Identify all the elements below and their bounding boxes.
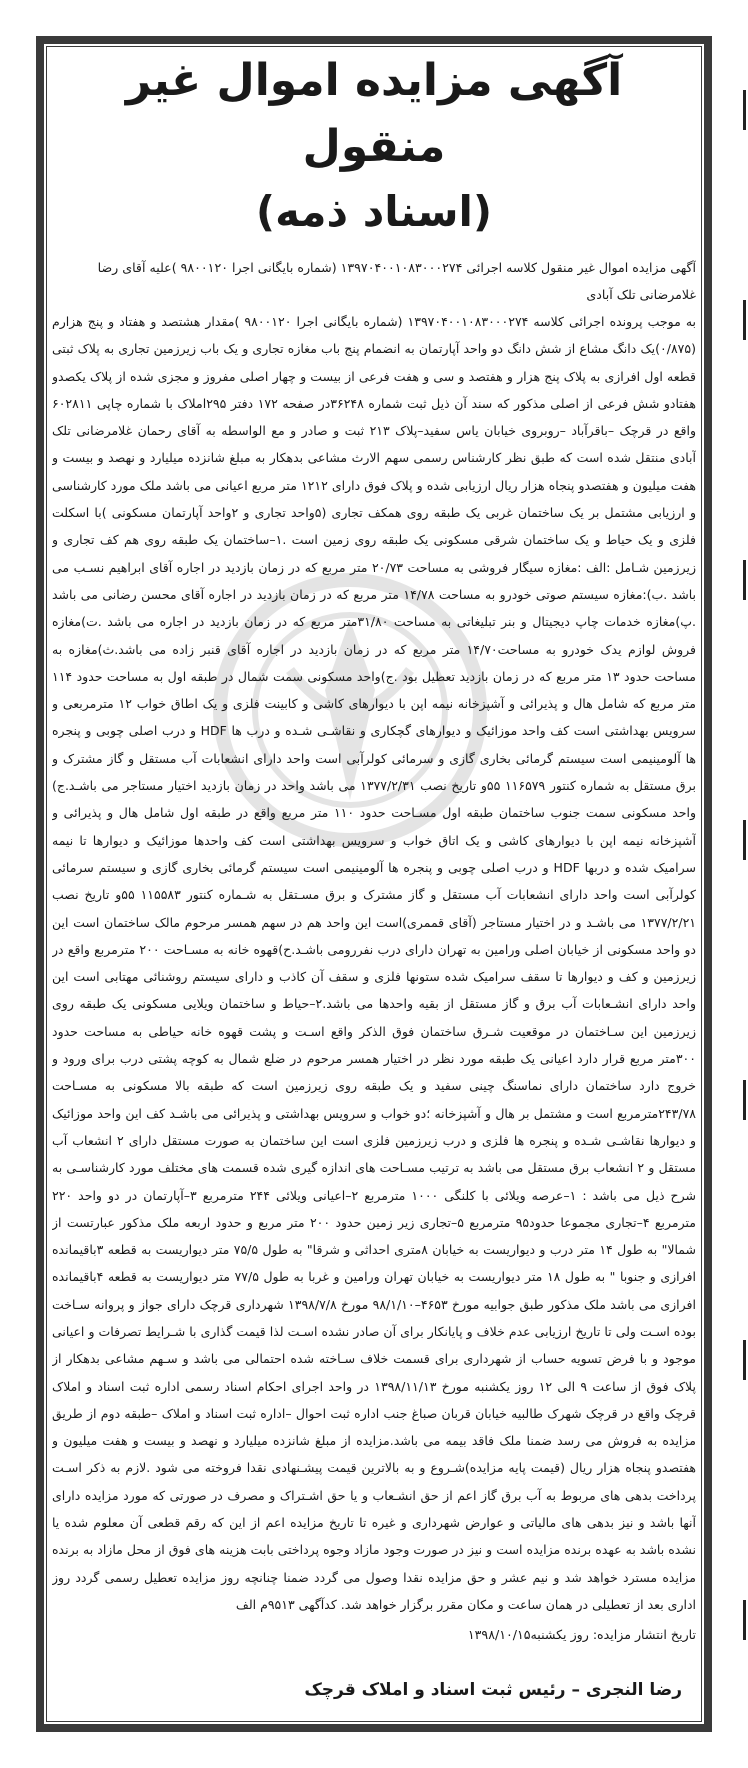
notice-content: [52, 48, 696, 1716]
edge-mark: [743, 90, 746, 130]
notice-lead: آگهی مزایده اموال غیر منقول کلاسه اجرائی ۱۳۹۷۰۴۰۰۱۰۸۳۰۰۰۲۷۴ (شماره بایگانی اجرا ۹۸۰۰۱۲۰ )علیه آقای رضا غلامرضانی تلک آبادی: [97, 260, 696, 302]
publication-date: تاریخ انتشار مزایده: روز یکشنبه۱۳۹۸/۱۰/۱۵: [467, 1627, 696, 1643]
notice-body: به موجب پرونده اجرائی کلاسه ۱۳۹۷۰۴۰۰۱۰۸۳۰۰۰۲۷۴ (شماره بایگانی اجرا ۹۸۰۰۱۲۰ )مقدار هشتصد و هفتاد و پنج هزارم (۰/۸۷۵)یک دانگ مشاع از شش دانگ دو واحد آپارتمان به انضمام پنج باب مغازه تجاری و یک باب زیرزمین تجاری به پلاک ثبتی قطعه اول افرازی به پلاک پنج هزار و هفتصد و سی و هفت فرعی از بیست و چهار اصلی مفروز و مجزی شده از پلاک یکصدو هفتادو شش فرعی از اصلی مذکور که سند آن ذیل ثبت شماره ۳۶۲۴۸در صفحه ۱۷۲ دفتر ۲۹۵املاک با شماره چاپی ۶۰۲۸۱۱ واقع در قرچک –باقرآباد –روبروی خیابان یاس سفید–پلاک ۲۱۳ ثبت و صادر و مع الواسطه به آقای رحمان غلامرضانی تلک آبادی منتقل شده است که طبق نظر کارشناس رسمی سهم الارث مشاعی بدهکار به مبلغ شانزده میلیارد و نهصد و بیست و هفت میلیون و هفتصدو پنجاه هزار ریال ارزیابی شده و پلاک فوق دارای ۱۲۱۲ متر مربع اعیانی می باشد ملک مورد کارشناسی و ارزیابی مشتمل بر یک ساختمان غربی یک طبقه روی همکف تجاری (۵واحد تجاری و ۲واحد آپارتمان مسکونی )با اسکلت فلزی و یک حیاط و یک ساختمان شرقی مسکونی یک طبقه روی زمین است .۱–ساختمان یک طبقه روی هم کف تجاری و زیرزمین شـامل :الف :مغازه سیگار فروشی به مساحت ۲۰/۷۳ متر مربع که در زمان بازدید در اجاره آقای ابراهیم نسـب می باشد .ب):مغازه سیستم صوتی خودرو به مساحت ۱۴/۷۸ متر مربع که در زمان بازدید در اجاره آقای محسن رضانی می باشد .پ)مغازه خدمات چاپ دیجیتال و بنر تبلیغاتی به مساحت ۳۱/۸۰متر مربع که در زمان بازدید در اجاره می باشد .ت)مغازه فروش لوازم یدک خودرو به مساحت۱۴/۷۰ متر مربع که در زمان بازدید در اجاره آقای قنبر زاده می باشد.ث)مغازه به مساحت حدود ۱۳ متر مربع که در زمان بازدید تعطیل بود .ج)واحد مسکونی سمت شمال در طبقه اول به مساحت حدود ۱۱۴ متر مربع که شامل هال و پذیرائی و آشپزخانه نیمه اپن با دیوارهای کاشی و کابینت فلزی و یک اطاق خواب ۱۲ مترمربعی و سرویس بهداشتی است کف واحد موزائیک و دیوارهای گچکاری و نقاشـی شـده و درب ها HDF و درب اصلی چوبی و پنجره ها آلومینیمی است سیستم گرمائی بخاری گازی و سرمائی کولرآبی است واحد دارای انشعابات آب مستقل و گاز مشترک و برق مستقل به شماره کنتور ۱۱۶۵۷۹ ۵۵و تاریخ نصب ۱۳۷۷/۲/۳۱ می باشد واحد در زمان بازدید اختیار مستاجر می باشـد.ج) واحد مسکونی سمت جنوب ساختمان طبقه اول مسـاحت حدود ۱۱۰ متر مربع واقع در طبقه اول شامل هال و پذیرائی و آشپزخانه نیمه اپن با دیوارهای کاشی و یک اتاق خواب و سرویس بهداشتی است کف واحدها موزائیک و دیوارها تا نیمه سرامیک شده و دربها HDF و درب اصلی چوبی و پنجره ها آلومینیمی است سیستم گرمائی بخاری گازی و سیستم سرمائی کولرآبی است واحد دارای انشعابات آب مستقل و گاز مشترک و برق مسـتقل به شـماره کنتور ۱۱۵۵۸۳ ۵۵و تاریخ نصب ۱۳۷۷/۲/۲۱ می باشـد و در اختیار مستاجر (آقای قممری)است این واحد هم در سهم همسر مرحوم مالک ساختمان است این دو واحد مسکونی از خیابان اصلی ورامین به تهران دارای درب نفررومی باشـد.ح)قهوه خانه به مسـاحت ۲۰۰ مترمربع واقع در زیرزمین و کف و دیوارها تا سقف سرامیک شده ستونها فلزی و سقف آن کاذب و دارای سیستم روشنائی مهتابی است این واحد دارای انشـعابات آب برق و گاز مستقل از بقیه واحدها می باشد.۲–حیاط و ساختمان ویلایی مسکونی یک طبقه روی زیرزمین این سـاختمان در موقعیت شـرق ساختمان فوق الذکر واقع اسـت و پشت قهوه خانه حیاطی به مساحت حدود ۳۰۰متر مربع قرار دارد اعیانی یک طبقه مورد نظر در اختیار همسر مرحوم در ضلع شمال به کوچه پشتی درب برای ورود و خروج دارد ساختمان دارای نماسنگ چینی سفید و یک طبقه روی زیرزمین است که طبقه بالا مسکونی به مسـاحت ۲۴۳/۷۸مترمربع است و مشتمل بر هال و آشپزخانه ؛دو خواب و سرویس بهداشتی و پذیرائی می باشـد کف این واحد موزائیک و دیوارها نقاشـی شـده و پنجره ها فلزی و درب زیرزمین فلزی است این ساختمان به صورت مستقل دارای ۲ انشعاب آب مستقل و ۲ انشعاب برق مستقل می باشد به ترتیب مسـاحت های اندازه گیری شده قسمت های مختلف مورد کارشناسـی به شرح ذیل می باشد : ۱–عرصه ویلائی با کلنگی ۱۰۰۰ مترمربع ۲–اعیانی ویلائی ۲۴۴ مترمربع ۳–آپارتمان در دو واحد ۲۲۰ مترمربع ۴–تجاری مجموعا حدود۹۵ مترمربع ۵–تجاری زیر زمین حدود ۲۰۰ متر مربع و حدود اربعه ملک مذکور عبارتست از شمالا" به طول ۱۴ متر درب و دیواریست به خیابان ۸متری احداثی و شرقا" به طول ۷۵/۵ متر دیواریست به قطعه ۳باقیمانده افرازی و جنوبا " به طول ۱۸ متر دیواریست به خیابان تهران ورامین و غربا به طول ۷۷/۵ متر دیواریست به قطعه ۴باقیمانده افرازی می باشد ملک مذکور طبق جوابیه مورخ ۴۶۵۳–۹۸/۱/۱۰ مورخ ۱۳۹۸/۷/۸ شهرداری قرچک دارای جواز و پروانه سـاخت بوده اسـت ولی تا تاریخ ارزیابی عدم خلاف و پایانکار برای آن صادر نشده اسـت لذا قیمت گذاری با شـرایط تصرفات و اعیانی موجود و با فرض تسویه حساب از شهرداری برای قسمت خلاف سـاخته شده احتمالی می باشد و سـهم مشاعی بدهکار از پلاک فوق از ساعت ۹ الی ۱۲ روز یکشنبه مورخ ۱۳۹۸/۱۱/۱۳ در واحد اجرای احکام اسناد رسمی اداره ثبت اسناد و املاک قرچک واقع در قرچک شهرک طالبیه خیابان قربان صباغ جنب اداره ثبت احوال –اداره ثبت اسناد و املاک –طبقه دوم از طریق مزایده به فروش می رسد ضمنا ملک فاقد بیمه می باشد.مزایده از مبلغ شانزده میلیارد و نهصد و بیست و هفت میلیون و هفتصدو پنجاه هزار ریال (قیمت پایه مزایده)شـروع و به بالاترین قیمت پیشـنهادی نقدا فروخته می شود .لازم به ذکر اسـت پرداخت بدهی های مربوط به آب برق گاز اعم از حق انشـعاب و یا حق اشـتراک و مصرف در صورتی که مورد مزایده دارای آنها باشد و نیز بدهی های مالیاتی و عوارض شهرداری و غیره تا تاریخ مزایده اعم از این که رقم قطعی آن معلوم شده یا نشده باشد به عهده برنده مزایده است و نیز در صورت وجود مازاد وجوه پرداختی بابت هزینه های فوق از محل مازاد به برنده مزایده مسترد خواهد شد و نیم عشر و حق مزایده نقدا وصول می گردد ضمنا چنانچه روز مزایده تعطیل رسمی گردد روز اداری بعد از تعطیلی در همان ساعت و مکان مقرر برگزار خواهد شد. کدآگهی ۹۵۱۳م الف: [52, 314, 696, 1612]
edge-mark: [743, 1600, 746, 1640]
signature: رضا النجری – رئیس ثبت اسناد و املاک قرچک: [304, 1680, 682, 1700]
edge-mark: [743, 1080, 746, 1120]
notice-subtitle: (اسناد ذمه): [255, 187, 493, 236]
edge-mark: [743, 1340, 746, 1380]
notice-title: آگهی مزایده اموال غیر منقول: [125, 55, 623, 172]
page-edge-marks: [740, 0, 748, 1768]
edge-mark: [743, 560, 746, 600]
edge-mark: [743, 300, 746, 340]
edge-mark: [743, 820, 746, 860]
